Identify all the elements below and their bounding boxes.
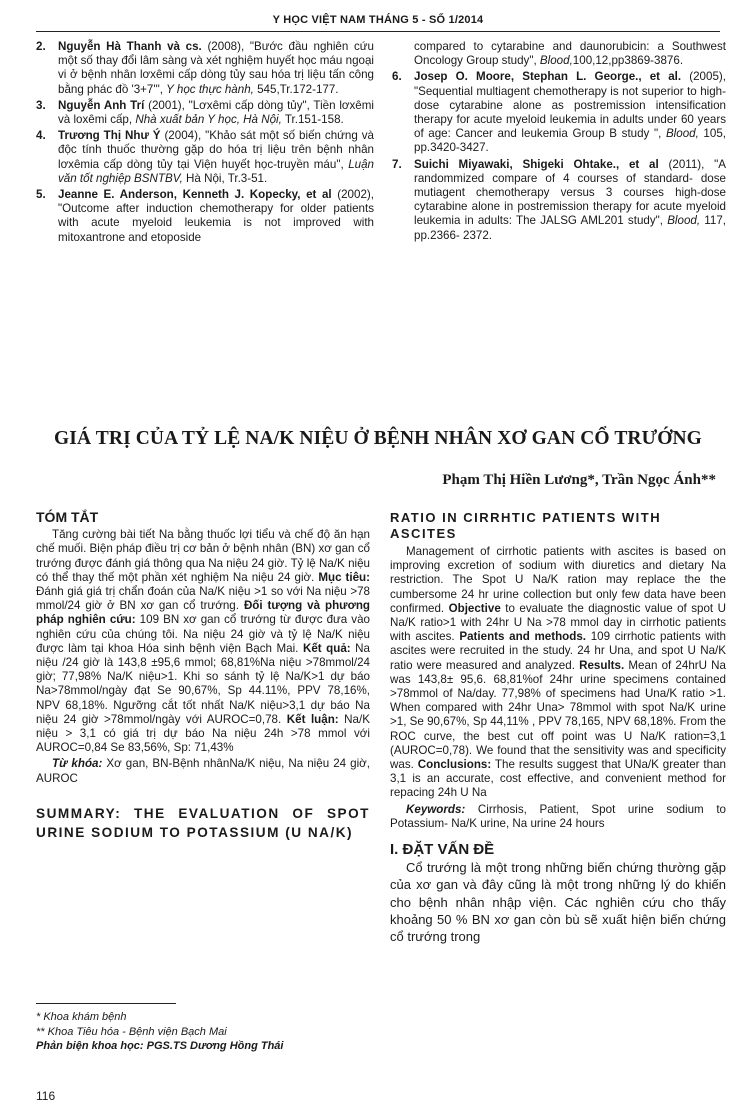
article-authors: Phạm Thị Hiền Lương*, Trần Ngọc Ánh** [442,472,716,488]
keywords-text: Cirrhosis, Patient, Spot urine sodium to Potassium- Na/K urine, Na urine 24 hours [390,802,726,830]
methods-text: 109 BN xơ gan cổ trướng từ được đưa vào nghiên cứu của chúng tôi. Na niệu 24 giờ và tỷ lệ Na/K niệu được làm tại khoa Hóa sinh bệnh viện Bạch Mai. [36,613,370,655]
reference-text: compared to cytarabine and daunorubicin: a Southwest Oncology Group study", [414,40,726,68]
reference-authors: Nguyễn Hà Thanh và cs. [58,40,202,53]
reference-item [36,40,374,97]
reference-pages: Tr.151-158. [281,113,344,127]
reference-number: 5. [36,188,46,202]
footnote-affiliation-2: ** Khoa Tiêu hóa - Bệnh viện Bạch Mai [36,1025,227,1038]
objective-label: Objective [448,601,501,615]
reference-text: (2005), "Sequential multiagent chemotherapy is not superior to high-dose cytarabine alone as postremission intensification therapy for acute myeloid leukemia in adults under 60 years of age: Cancer and leukemia Group B study ", [414,70,726,141]
reference-authors: Suichi Miyawaki, Shigeki Ohtake., et al [414,157,659,171]
reference-number: 4. [36,129,46,143]
keywords-en [390,803,726,831]
reference-item-continued [392,40,726,68]
references-left-column [36,40,374,247]
abstract-vi-heading: TÓM TẮT [36,509,99,525]
methods-label: Đối tượng và phương pháp nghiên cứu: [36,599,370,627]
conclusion-text: The results suggest that UNa/K greater than 3,1 is an accurate, cost effective, and convenient method for repacing 24h U Na [390,758,726,800]
abstract-vi-paragraph [36,528,370,755]
footnotes [36,1010,366,1054]
results-label: Results. [579,658,625,672]
reference-source: Y học thực hành, [166,82,254,96]
summary-title: SUMMARY: THE EVALUATION OF SPOT URINE SODIUM TO POTASSIUM (U NA/K) [36,805,370,840]
objective-text: Đánh giá giá trị chẩn đoán của Na/K niệu >1 so với Na niệu >78 mmol/24 giờ ở BN xơ gan cổ trướng. [36,585,370,613]
reference-source: Luận văn tốt nghiệp BSNTBV, [58,157,374,185]
methods-text: 109 cirrhotic patients with ascites were recruited in the study. 24 hr Una, and spot U Na/K ratio were measured and analyzed. [390,630,726,672]
reference-text: (2004), "Khảo sát một số biến chứng và độc tính thuốc thường gặp do hóa trị liệu trên bệnh nhân lơxêmia cấp dòng tủy tại Viện huyết học-truyền máu", [58,129,374,171]
summary-title-continued: RATIO IN CIRRHTIC PATIENTS WITH ASCITES [390,510,662,541]
intro-heading: I. ĐẶT VẤN ĐỀ [390,841,495,859]
reference-pages: Hà Nội, Tr.3-51. [182,171,268,185]
keywords-text: Xơ gan, BN-Bệnh nhânNa/K niệu, Na niệu 24 giờ, AUROC [36,757,371,785]
reference-authors: Trương Thị Như Ý [58,129,161,143]
reference-item [36,129,374,186]
keywords-label: Từ khóa: [52,757,103,771]
reference-pages: 100,12,pp3869-3876. [572,54,684,68]
reference-item [392,70,726,155]
abstract-vi-column [36,510,370,842]
reference-text: (2008), "Bước đầu nghiên cứu một số thay đổi lâm sàng và xét nghiệm huyết học máu ngoại vi ở bệnh nhân lơxêmi cấp dòng tủy sau hóa trị liệu tấn công bằng phác đồ '3+7'", [58,40,375,96]
reference-source: Blood, [539,54,573,68]
keywords-vi [36,757,370,785]
running-header: Y HỌC VIỆT NAM THÁNG 5 - SỐ 1/2014 [272,14,484,26]
abstract-en-paragraph [390,545,726,801]
conclusion-label: Conclusions: [417,758,492,772]
methods-label: Patients and methods. [459,630,587,644]
objective-text: to evaluate the diagnostic value of spot U Na/K ratio>1 with 24hr U Na >78 mmol day in cirrhotic patients with ascites. [390,601,726,644]
reference-pages: 105, pp.3420-3427. [414,127,726,155]
reference-authors: Jeanne E. Anderson, Kenneth J. Kopecky, et al [58,188,332,202]
reference-source: Blood, [665,127,699,141]
objective-label: Mục tiêu: [318,570,370,584]
reference-item [392,158,726,243]
reference-source: Blood, [667,214,701,228]
reference-number: 2. [36,40,46,53]
abstract-vi-background: Tăng cường bài tiết Na bằng thuốc lợi tiểu và chế độ ăn hạn chế muối. Biện pháp điều trị cơ bản ở bệnh nhân (BN) xơ gan cổ trướng được đánh giá thông qua Na niệu 24 giờ. Tỷ lệ Na/K niệu có thể thay thế một phần xét nghiệm Na niệu 24 giờ. [36,528,370,584]
reference-number: 6. [392,70,402,84]
conclusion-label: Kết luận: [286,712,339,726]
reference-authors: Nguyễn Anh Trí [58,98,145,112]
reference-item [36,99,374,127]
reference-number: 3. [36,98,46,112]
reference-item [36,188,374,245]
results-text: Na niệu /24 giờ là 143,8 ±95,6 mmol; 68,81%Na niệu >78mmol/24 giờ; 77,98% Na/K niệu>1. Khi so sánh tỷ lệ Na/K>1 dự báo Na>78mmol/ngày đạt Se 90,67%, Sp 44.11%, PPV 78,16%, NPV 68,18%. Ngưỡng cắt tốt nhất Na/K niệu>3,1 dự báo Na niệu 24 giờ >78mmol/ngày với AUROC=0,78. [36,641,370,726]
reference-authors: Josep O. Moore, Stephan L. George., et al. [414,70,682,84]
abstract-en-column [390,510,726,945]
reference-text: (2011), "A randommized compare of 4 courses of standard- dose mutiagent chemotherapy versus 3 courses high-dose cytarabine alone in postremission therapy for acute myeloid leukemia in adults: The JALSG AML201 study", [414,157,726,228]
reference-pages: 545,Tr.172-177. [253,82,339,96]
page-number: 116 [36,1089,56,1103]
intro-paragraph: Cổ trướng là một trong những biến chứng thường gặp của xơ gan và đây cũng là một trong những lý do khiến cho bệnh nhân nhập viện. Các nghiên cứu cho thấy khoảng 50 % BN xơ gan còn bù sẽ xuất hiện biến chứng cổ trướng trong [390,860,726,945]
references-right-column [392,40,726,245]
results-label: Kết quả: [302,641,351,655]
footnote-reviewer: Phản biện khoa học: PGS.TS Dương Hồng Thái [36,1040,284,1052]
reference-number: 7. [392,157,402,171]
footnote-affiliation-1: * Khoa khám bệnh [36,1011,127,1023]
results-text: Mean of 24hrU Na was 143,8± 95,6. 68,81%of 24hr urine specimens contained >78mmol of Na/day. 77,98% of specimens had Una/K ratio >1. When compared with 24hr Una> 78mmol with spot Na/K urine >1, Se 90,67%, Sp 44,11% , PPV 78,165, NPV 68,18%. From the ROC curve, the best cut off point was U Na/K ration=3,1 (AUROC=0,78). We found that the sensitivity was and specificity was. [390,658,726,772]
reference-text: (2001), "Lơxêmi cấp dòng tủy", Tiền lơxêmi và loxêmi cấp, [58,98,374,127]
reference-pages: 117, pp.2366- 2372. [414,214,726,242]
reference-text: (2002), "Outcome after induction chemotherapy for older patients with acute myeloid leukemia is not improved with mitoxantrone and etoposide [58,188,374,244]
header-rule [36,31,720,32]
reference-source: Nhà xuất bản Y học, Hà Nội, [135,113,282,127]
conclusion-text: Na/K niệu > 3,1 có giá trị dự báo Na niệu 24h >78 mmol với AUROC=0,84 Se 83,56%, Sp: 71,43% [36,712,370,755]
keywords-label: Keywords: [406,802,466,816]
article-title: GIÁ TRỊ CỦA TỶ LỆ NA/K NIỆU Ở BỆNH NHÂN XƠ GAN CỔ TRƯỚNG [54,428,702,449]
abstract-en-background: Management of cirrhotic patients with ascites is based on improving excretion of sodium with diuretics and dietary Na restriction. The Spot U Na/K ration may replace the the cumbersome 24 hr urine collection but only few data have been confirmed. [390,545,726,615]
footnote-rule [36,1003,176,1004]
